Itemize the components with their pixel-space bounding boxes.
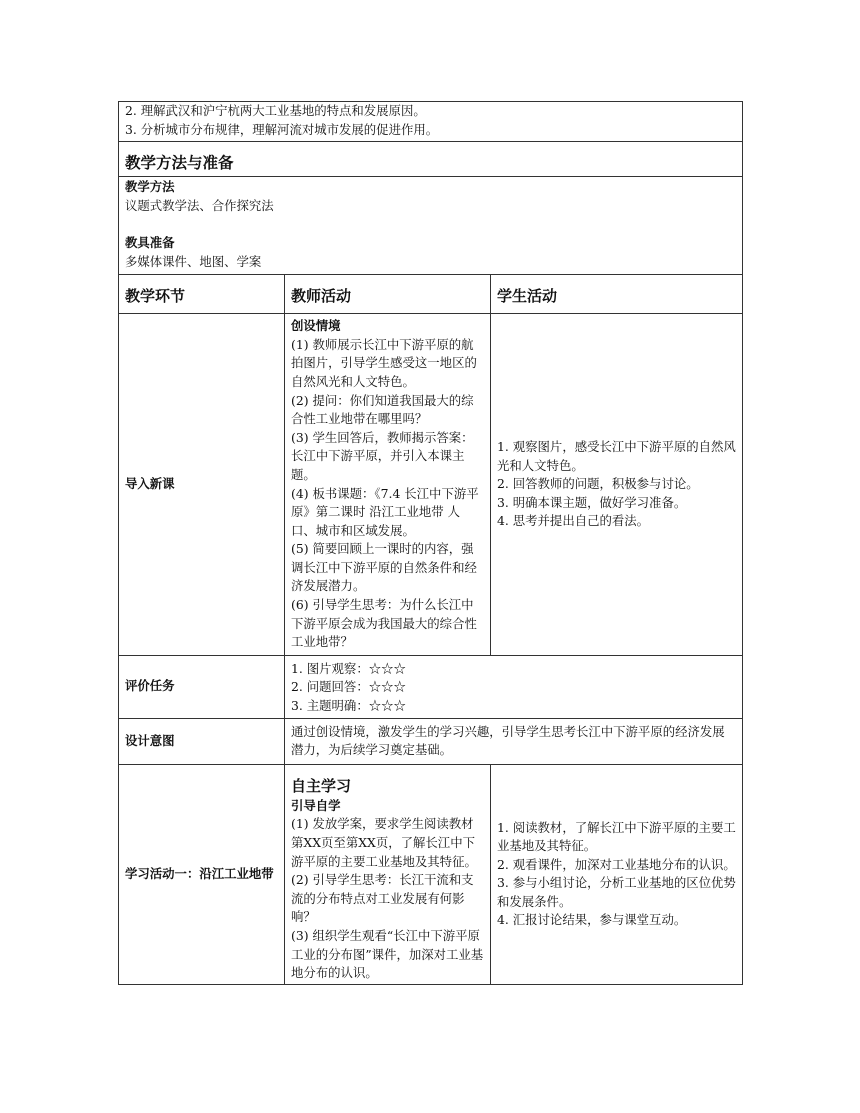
intro-student-item: 3. 明确本课主题，做好学习准备。 bbox=[497, 494, 687, 510]
prep-text: 多媒体课件、地图、学案 bbox=[125, 253, 262, 269]
activity1-teacher-cell bbox=[285, 764, 491, 984]
evaluation-cell bbox=[285, 655, 743, 718]
intro-teacher-item: (1) 教师展示长江中下游平原的航拍图片，引导学生感受这一地区的自然风光和人文特色。 bbox=[291, 336, 477, 389]
intro-student-item: 2. 回答教师的问题，积极参与讨论。 bbox=[497, 476, 699, 492]
intro-teacher-item: (6) 引导学生思考：为什么长江中下游平原会成为我国最大的综合性工业地带？ bbox=[291, 597, 477, 650]
intro-teacher-item: (4) 板书课题：《7.4 长江中下游平原》第二课时 沿江工业地带 人口、城市和区域发展。 bbox=[291, 485, 479, 538]
evaluation-item: 3. 主题明确：☆☆☆ bbox=[291, 698, 406, 714]
activity1-student-item: 2. 观看课件，加深对工业基地分布的认识。 bbox=[497, 856, 736, 872]
design-text: 通过创设情境，激发学生的学习兴趣，引导学生思考长江中下游平原的经济发展潜力，为后续学习奠定基础。 bbox=[291, 723, 725, 758]
methods-content-row bbox=[119, 177, 743, 275]
activity1-row bbox=[119, 764, 743, 984]
lesson-plan-document bbox=[118, 101, 742, 985]
intro-student-item: 4. 思考并提出自己的看法。 bbox=[497, 513, 650, 529]
intro-row bbox=[119, 314, 743, 656]
intro-student-cell bbox=[491, 314, 743, 656]
activity1-student-item: 3. 参与小组讨论，分析工业基地的区位优势和发展条件。 bbox=[497, 875, 736, 909]
intro-label: 导入新课 bbox=[119, 314, 285, 656]
activity1-section-title: 自主学习 bbox=[291, 776, 352, 795]
methods-section-title: 教学方法与准备 bbox=[119, 142, 743, 177]
activity1-student-cell bbox=[491, 764, 743, 984]
intro-teacher-item: (2) 提问：你们知道我国最大的综合性工业地带在哪里吗？ bbox=[291, 392, 474, 427]
method-text: 议题式教学法、合作探究法 bbox=[125, 197, 274, 213]
activity1-teacher-item: (1) 发放学案，要求学生阅读教材第XX页至第XX页，了解长江中下游平原的主要工业基地及其特征。 bbox=[291, 816, 477, 869]
design-row bbox=[119, 718, 743, 764]
table-header-row bbox=[119, 275, 743, 314]
stage-header: 教学环节 bbox=[119, 275, 285, 314]
intro-teacher-item: (5) 简要回顾上一课时的内容，强调长江中下游平原的自然条件和经济发展潜力。 bbox=[291, 541, 477, 594]
teacher-header: 教师活动 bbox=[285, 275, 491, 314]
lesson-plan-table bbox=[118, 101, 743, 985]
methods-title-row bbox=[119, 142, 743, 177]
activity1-teacher-item: (2) 引导学生思考：长江干流和支流的分布特点对工业发展有何影响？ bbox=[291, 872, 474, 925]
evaluation-item: 1. 图片观察：☆☆☆ bbox=[291, 660, 406, 676]
activity1-student-item: 1. 阅读教材，了解长江中下游平原的主要工业基地及其特征。 bbox=[497, 819, 736, 854]
intro-teacher-cell bbox=[285, 314, 491, 656]
methods-content-cell bbox=[119, 177, 743, 275]
student-header: 学生活动 bbox=[491, 275, 743, 314]
evaluation-label: 评价任务 bbox=[119, 655, 285, 718]
prep-heading: 教具准备 bbox=[125, 234, 175, 250]
method-heading: 教学方法 bbox=[125, 179, 175, 195]
design-label: 设计意图 bbox=[119, 718, 285, 764]
activity1-teacher-item: (3) 组织学生观看“长江中下游平原工业的分布图”课件，加深对工业基地分布的认识。 bbox=[291, 927, 484, 981]
intro-student-item: 1. 观察图片，感受长江中下游平原的自然风光和人文特色。 bbox=[497, 439, 736, 473]
activity1-label: 学习活动一：沿江工业地带 bbox=[119, 764, 285, 984]
objectives-row bbox=[119, 102, 743, 142]
evaluation-row bbox=[119, 655, 743, 718]
objective-item: 2. 理解武汉和沪宁杭两大工业基地的特点和发展原因。 bbox=[125, 103, 426, 118]
activity1-student-item: 4. 汇报讨论结果，参与课堂互动。 bbox=[497, 912, 687, 928]
evaluation-item: 2. 问题回答：☆☆☆ bbox=[291, 679, 406, 695]
objectives-cell bbox=[119, 102, 743, 142]
objective-item: 3. 分析城市分布规律，理解河流对城市发展的促进作用。 bbox=[125, 121, 439, 137]
intro-teacher-item: (3) 学生回答后，教师揭示答案：长江中下游平原，并引入本课主题。 bbox=[291, 429, 474, 482]
intro-teacher-heading: 创设情境 bbox=[291, 318, 341, 334]
design-cell bbox=[285, 718, 743, 764]
activity1-teacher-heading: 引导自学 bbox=[291, 797, 341, 813]
